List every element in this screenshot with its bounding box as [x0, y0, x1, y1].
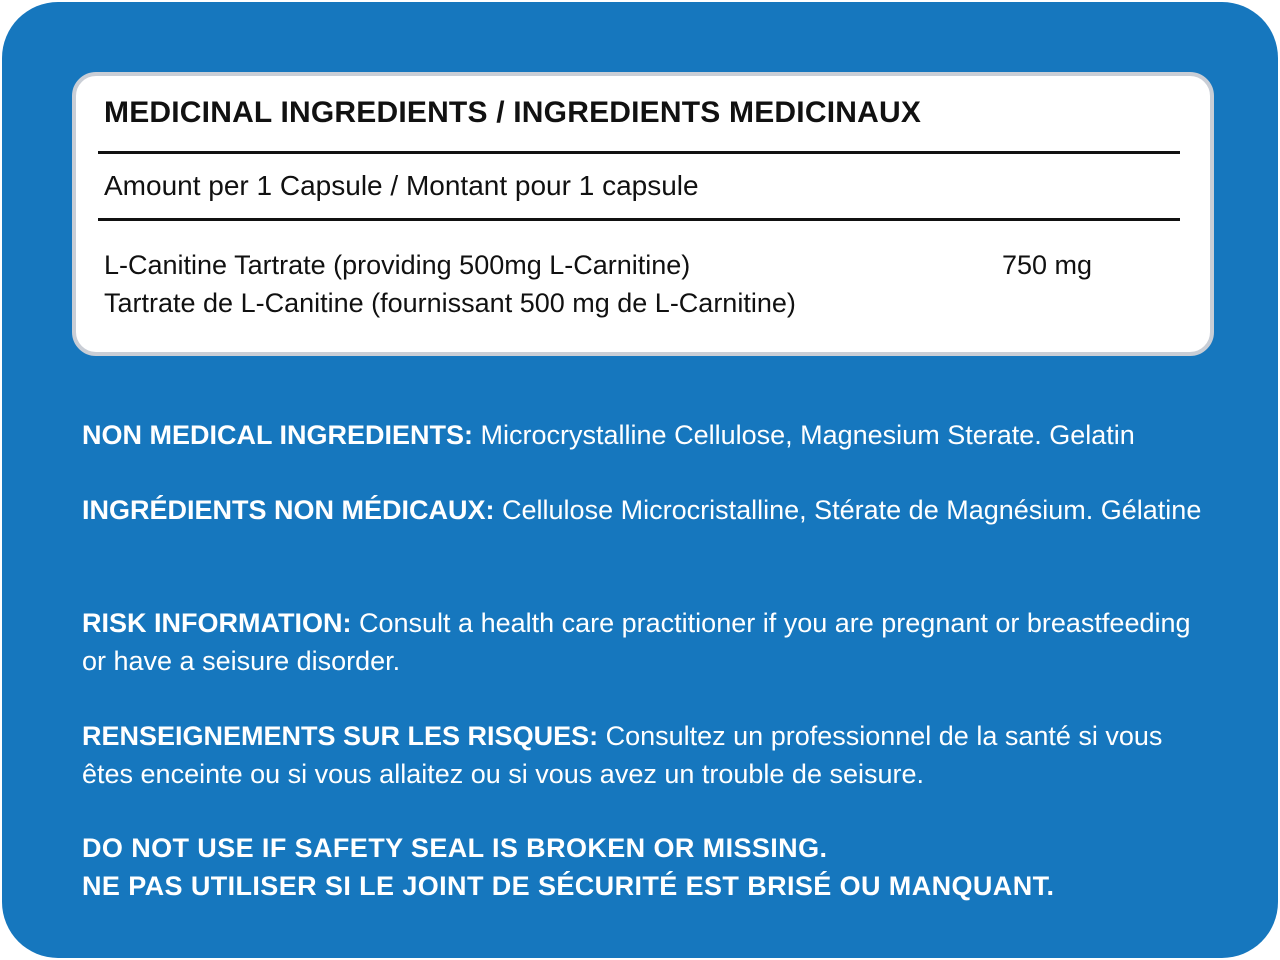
section-text: Consult a health care practitioner if you are pregnant or breastfeeding or have a seisure disorder.: [82, 608, 1191, 676]
section-text: Cellulose Microcristalline, Stérate de Magnésium. Gélatine: [502, 495, 1202, 525]
serving-size-text: Amount per 1 Capsule / Montant pour 1 capsule: [104, 170, 699, 201]
renseignements-risques-section: [82, 717, 1212, 793]
section-text: Consultez un professionnel de la santé si vous êtes enceinte ou si vous allaitez ou si vous avez un trouble de seisure.: [82, 721, 1163, 789]
section-heading: RISK INFORMATION:: [82, 608, 352, 638]
medicinal-ingredients-title: MEDICINAL INGREDIENTS / INGREDIENTS MEDICINAUX: [104, 96, 922, 129]
supplement-label-panel: [2, 2, 1278, 958]
section-text: Microcrystalline Cellulose, Magnesium Sterate. Gelatin: [480, 420, 1135, 450]
divider-rule: [98, 151, 1180, 154]
ingredient-amount: 750 mg: [1002, 250, 1093, 280]
ingredient-name-english: L-Canitine Tartrate (providing 500mg L-Carnitine): [104, 250, 691, 280]
ingredient-name: [104, 246, 796, 322]
divider-rule: [98, 218, 1180, 221]
ingredient-name-french: Tartrate de L-Canitine (fournissant 500 mg de L-Carnitine): [104, 288, 796, 318]
section-heading: RENSEIGNEMENTS SUR LES RISQUES:: [82, 721, 599, 751]
section-heading: NON MEDICAL INGREDIENTS:: [82, 420, 474, 450]
non-medical-ingredients-section: [82, 416, 1212, 454]
section-heading: INGRÉDIENTS NON MÉDICAUX:: [82, 495, 495, 525]
warning-french: NE PAS UTILISER SI LE JOINT DE SÉCURITÉ EST BRISÉ OU MANQUANT.: [82, 871, 1055, 901]
medicinal-ingredients-box: [72, 72, 1214, 356]
non-medicaux-ingredients-section: [82, 491, 1212, 529]
risk-information-section: [82, 604, 1212, 680]
warning-english: DO NOT USE IF SAFETY SEAL IS BROKEN OR MISSING.: [82, 833, 828, 863]
safety-seal-warning: [82, 829, 1212, 905]
